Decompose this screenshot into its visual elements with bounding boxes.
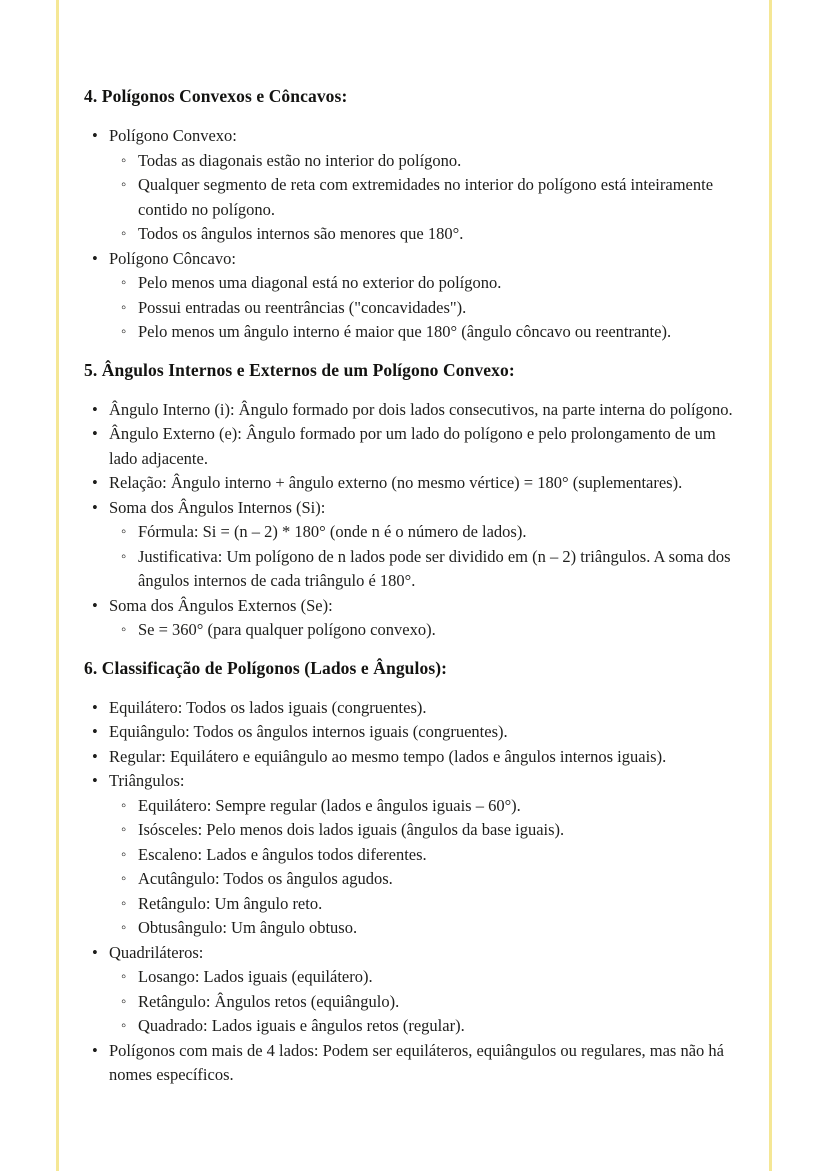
circle-bullet-icon: ◦ — [121, 822, 127, 838]
list-item — [84, 618, 746, 643]
list-item-text: Possui entradas ou reentrâncias ("concavidades"). — [138, 297, 467, 317]
list-item — [84, 720, 746, 745]
list-item-text: Polígono Convexo: — [109, 126, 237, 145]
list-item — [84, 941, 746, 966]
circle-bullet-icon: ◦ — [121, 177, 127, 193]
list-item — [84, 173, 746, 222]
list-item — [84, 696, 746, 721]
circle-bullet-icon: ◦ — [121, 324, 127, 340]
document-content — [84, 84, 746, 1088]
disc-bullet-icon: • — [92, 497, 98, 517]
list-item — [84, 149, 746, 174]
list-item — [84, 745, 746, 770]
list-item-text: Acutângulo: Todos os ângulos agudos. — [138, 869, 393, 888]
list-item-text: Regular: Equilátero e equiângulo ao mesmo tempo (lados e ângulos internos iguais). — [109, 746, 667, 766]
list-item — [84, 520, 746, 545]
list-item — [84, 471, 746, 496]
list-item-text: Quadrado: Lados iguais e ângulos retos (regular). — [138, 1016, 465, 1035]
list-item-text: Soma dos Ângulos Externos (Se): — [109, 595, 333, 615]
section-heading: 6. Classificação de Polígonos (Lados e Ângulos): — [84, 657, 448, 678]
section-heading: 5. Ângulos Internos e Externos de um Polígono Convexo: — [84, 359, 515, 380]
section-heading: 4. Polígonos Convexos e Côncavos: — [84, 86, 348, 106]
list-item — [84, 843, 746, 868]
list-item-text: Soma dos Ângulos Internos (Si): — [109, 497, 326, 517]
list-item-text: Retângulo: Um ângulo reto. — [138, 893, 323, 913]
list-item — [84, 496, 746, 521]
list-item-text: Pelo menos um ângulo interno é maior que 180° (ângulo côncavo ou reentrante). — [138, 322, 672, 341]
circle-bullet-icon: ◦ — [121, 1018, 127, 1034]
disc-bullet-icon: • — [92, 746, 98, 766]
list-item-text: Justificativa: Um polígono de n lados pode ser dividido em (n – 2) triângulos. A soma dos ângulos internos de cada triângulo é 180°. — [138, 546, 731, 590]
list-item-text: Equilátero: Todos os lados iguais (congruentes). — [109, 697, 427, 717]
list-item — [84, 296, 746, 321]
list-item — [84, 222, 746, 247]
list-item-text: Todos os ângulos internos são menores que 180°. — [138, 224, 464, 243]
disc-bullet-icon: • — [92, 399, 98, 419]
bullet-list — [84, 398, 746, 643]
list-item — [84, 594, 746, 619]
list-item-text: Se = 360° (para qualquer polígono convexo). — [138, 620, 436, 639]
list-item-text: Equilátero: Sempre regular (lados e ângulos iguais – 60°). — [138, 795, 521, 815]
list-item — [84, 1014, 746, 1039]
disc-bullet-icon: • — [92, 771, 98, 790]
circle-bullet-icon: ◦ — [121, 299, 127, 316]
list-item-text: Todas as diagonais estão no interior do polígono. — [138, 150, 462, 170]
circle-bullet-icon: ◦ — [121, 152, 127, 169]
list-item — [84, 916, 746, 941]
circle-bullet-icon: ◦ — [121, 797, 127, 814]
list-item — [84, 892, 746, 917]
list-item-text: Triângulos: — [109, 771, 185, 790]
list-item — [84, 867, 746, 892]
list-item — [84, 990, 746, 1015]
circle-bullet-icon: ◦ — [121, 920, 127, 936]
bullet-list — [84, 696, 746, 1088]
left-border-line — [56, 0, 59, 1171]
disc-bullet-icon: • — [92, 126, 98, 145]
right-border-line — [769, 0, 772, 1171]
list-item — [84, 965, 746, 990]
list-item-text: Relação: Ângulo interno + ângulo externo (no mesmo vértice) = 180° (suplementares). — [109, 473, 683, 492]
circle-bullet-icon: ◦ — [121, 846, 127, 863]
list-item-text: Qualquer segmento de reta com extremidades no interior do polígono está inteiramente contido no polígono. — [138, 175, 714, 219]
circle-bullet-icon: ◦ — [121, 622, 127, 638]
bullet-list — [84, 124, 746, 345]
list-item-text: Ângulo Interno (i): Ângulo formado por dois lados consecutivos, na parte interna do polígono. — [109, 399, 733, 419]
disc-bullet-icon: • — [92, 473, 98, 492]
list-item-text: Equiângulo: Todos os ângulos internos iguais (congruentes). — [109, 722, 508, 741]
disc-bullet-icon: • — [92, 595, 98, 615]
list-item-text: Ângulo Externo (e): Ângulo formado por um lado do polígono e pelo prolongamento de um lado adjacente. — [109, 424, 716, 468]
list-item — [84, 398, 746, 423]
list-item — [84, 818, 746, 843]
list-item — [84, 124, 746, 149]
circle-bullet-icon: ◦ — [121, 871, 127, 887]
list-item-text: Retângulo: Ângulos retos (equiângulo). — [138, 991, 400, 1011]
list-item — [84, 545, 746, 594]
list-item-text: Escaleno: Lados e ângulos todos diferentes. — [138, 844, 427, 864]
list-item-text: Polígonos com mais de 4 lados: Podem ser equiláteros, equiângulos ou regulares, mas não há nomes específicos. — [109, 1040, 724, 1084]
list-item-text: Pelo menos uma diagonal está no exterior do polígono. — [138, 273, 502, 292]
disc-bullet-icon: • — [92, 722, 98, 741]
list-item-text: Quadriláteros: — [109, 942, 204, 962]
disc-bullet-icon: • — [92, 248, 98, 268]
list-item-text: Isósceles: Pelo menos dois lados iguais (ângulos da base iguais). — [138, 820, 565, 839]
circle-bullet-icon: ◦ — [121, 993, 127, 1010]
list-item-text: Losango: Lados iguais (equilátero). — [138, 967, 373, 986]
circle-bullet-icon: ◦ — [121, 226, 127, 242]
list-item-text: Obtusângulo: Um ângulo obtuso. — [138, 918, 358, 937]
circle-bullet-icon: ◦ — [121, 275, 127, 291]
circle-bullet-icon: ◦ — [121, 548, 127, 565]
list-item — [84, 422, 746, 471]
circle-bullet-icon: ◦ — [121, 969, 127, 985]
circle-bullet-icon: ◦ — [121, 895, 127, 912]
list-item-text: Fórmula: Si = (n – 2) * 180° (onde n é o número de lados). — [138, 522, 527, 541]
circle-bullet-icon: ◦ — [121, 524, 127, 540]
disc-bullet-icon: • — [92, 1040, 98, 1060]
disc-bullet-icon: • — [92, 424, 98, 443]
list-item — [84, 1039, 746, 1088]
list-item — [84, 794, 746, 819]
list-item — [84, 769, 746, 794]
list-item — [84, 320, 746, 345]
list-item — [84, 247, 746, 272]
list-item — [84, 271, 746, 296]
list-item-text: Polígono Côncavo: — [109, 248, 236, 268]
disc-bullet-icon: • — [92, 697, 98, 717]
disc-bullet-icon: • — [92, 942, 98, 962]
